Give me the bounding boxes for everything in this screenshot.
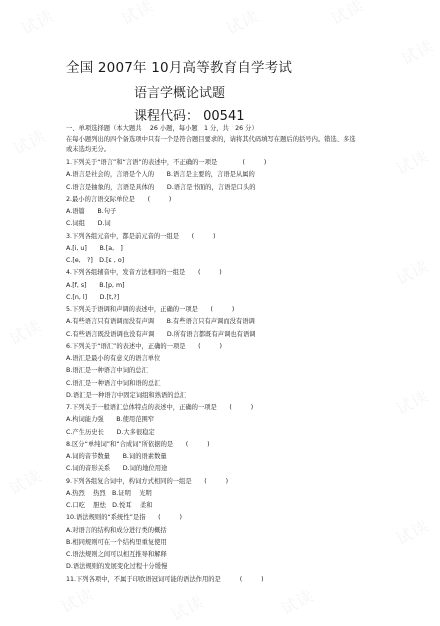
question-list xyxy=(66,157,376,586)
options-line: B.语汇是一种语言中词的总汇 xyxy=(66,367,148,375)
exam-title: 全国 2007年 10月高等教育自学考试 xyxy=(66,60,293,76)
options-line: A.词的音节数量 B.词的语素数量 xyxy=(66,453,167,460)
options-line: C.有些语言既没语调也没有声调 D.所有语言都既有声调也有语调 xyxy=(66,330,256,338)
options-line: C.产生历史长 D.大多很稳定 xyxy=(66,428,155,436)
options-line: C.语汇是一种语言中词和语的总汇 xyxy=(66,379,161,387)
question-8: 8.区分“单纯词”和“合成词”所依据的是 ( ) xyxy=(66,440,210,448)
options-line: C.词组 D.词 xyxy=(66,220,111,228)
question-5: 5.下列关于语调和声调的表述中，正确的一项是 ( ) xyxy=(66,306,235,313)
question-11: 11.下列各项中，不属于印欧语冠词可能的语法作用的是 ( ) xyxy=(66,575,264,583)
options-line: D.语汇是一种语言中固定词组和熟语的总汇 xyxy=(66,391,187,399)
options-line: D.语法规则的发展变化过程十分缓慢 xyxy=(66,563,168,571)
course-code: 课程代码： 00541 xyxy=(134,109,245,124)
question-3: 3.下列各组元音中，都是前元音的一组是 ( ) xyxy=(66,232,216,240)
exam-subject: 语言学概论试题 xyxy=(134,86,226,101)
question-1: 1.下列关于“语言”和“言语”的表述中，不正确的一项是 ( ) xyxy=(66,159,267,166)
options-line: C.[n, l] D.[t,?] xyxy=(66,293,120,301)
options-line: A.语言是社会的，言语是个人的 B.语言是主要的，言语是从属的 xyxy=(66,171,255,179)
instruction-line: 在每小题列出的四个备选项中只有一个是符合题目要求的，请将其代码填写在题后的括号内。错选、多选 xyxy=(66,135,356,143)
options-line: C.词的音形关系 D.词的地位用途 xyxy=(66,465,168,473)
section-instructions xyxy=(66,124,366,156)
question-9: 9.下列各组复合词中，构词方式相同的一组是 ( ) xyxy=(66,477,229,485)
question-6: 6.下列关于“语汇”的表述中，正确的一项是 ( ) xyxy=(66,342,222,350)
instruction-line: 一、单项选择题（本大题共 26 小题，每小题 1 分，共 26 分） xyxy=(66,125,258,132)
options-line: B.相同规则可在一个结构里重复使用 xyxy=(66,538,167,546)
question-7: 7.下列关于一般语汇总体特点的表述中，正确的一项是 ( ) xyxy=(66,404,254,411)
options-line: A.[i, u] B.[a, ] xyxy=(66,244,123,252)
options-line: C.[e, ?] D.[ε , o] xyxy=(66,257,125,264)
options-line: A.[f, s] B.[p, m] xyxy=(66,281,125,289)
options-line: A.语篇 B.句子 xyxy=(66,208,117,215)
options-line: A.有些语言只有语调而没有声调 B.有些语言只有声调而没有语调 xyxy=(66,318,255,326)
options-line: C.口吃 胆怯 D.悦耳 柔和 xyxy=(66,502,153,509)
options-line: A.对语言的结构和成分进行类的概括 xyxy=(66,526,167,534)
options-line: A.语汇是最小的有意义的语言单位 xyxy=(66,355,161,362)
question-4: 4.下列各组辅音中，发音方法相同的一组是 ( ) xyxy=(66,269,222,277)
question-10: 10.语法规则的“系统性”是指 ( ) xyxy=(66,514,182,522)
options-line: A.构词能力强 B.使用范围窄 xyxy=(66,416,155,424)
question-2: 2.最小的言语交际单位是 ( ) xyxy=(66,195,172,203)
options-line: C.语言是抽象的，言语是具体的 D.语言是书面的，言语是口头的 xyxy=(66,183,256,191)
options-line: A.热烈 热烈 B.证明 光明 xyxy=(66,489,152,497)
options-line: C.语法规则之间可以相互推导和解释 xyxy=(66,551,167,558)
instruction-line: 或未选均无分。 xyxy=(66,146,111,153)
